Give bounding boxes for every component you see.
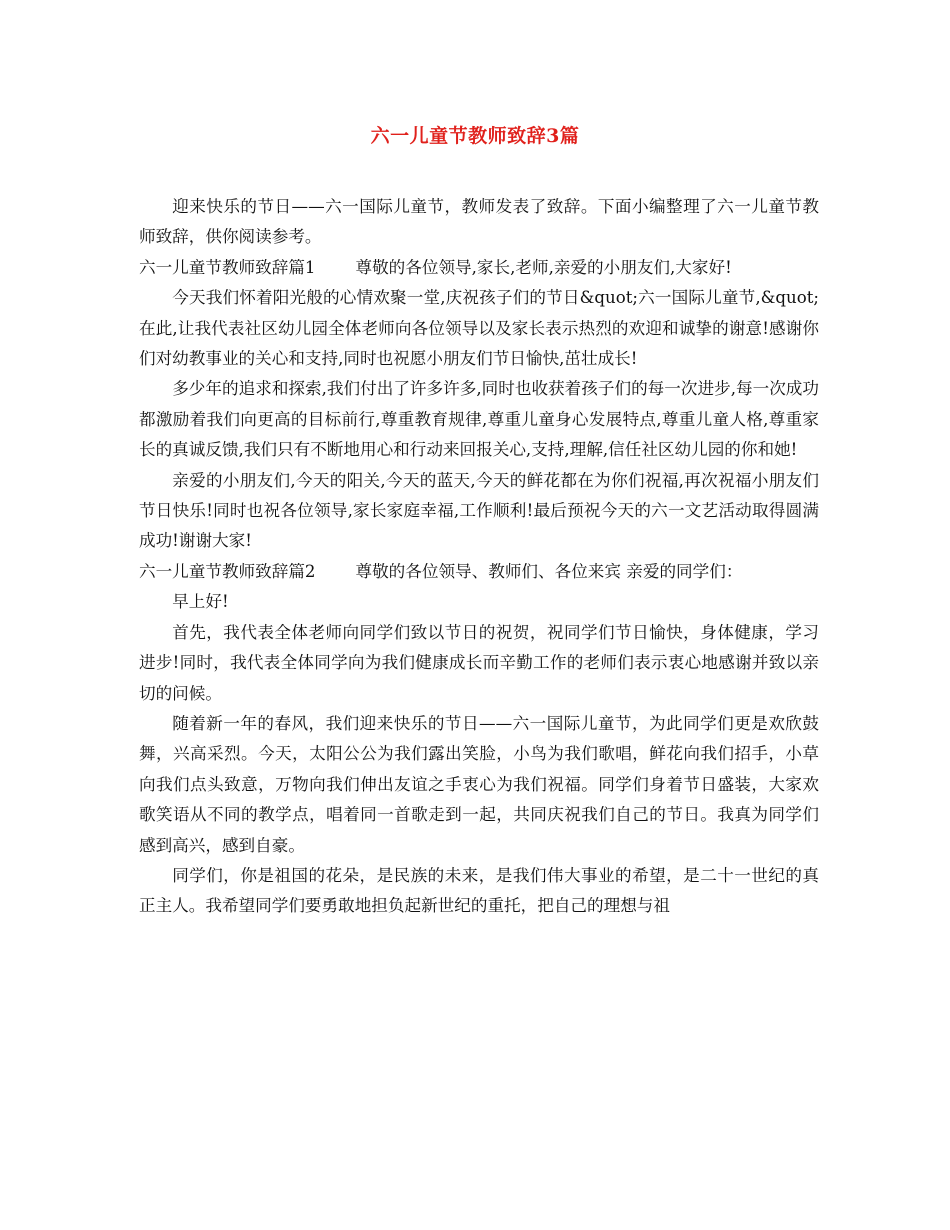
section-1-greeting: 尊敬的各位领导,家长,老师,亲爱的小朋友们,大家好! [355,257,732,277]
section-1-paragraph-1: 今天我们怀着阳光般的心情欢聚一堂,庆祝孩子们的节日&quot;六一国际儿童节,&quot;在此,让我代表社区幼儿园全体老师向各位领导以及家长表示热烈的欢迎和诚挚的谢意!感谢你们对幼教事业的关心和支持,同时也祝愿小朋友们节日愉快,茁壮成长! [139,288,819,369]
section-2-greeting: 尊敬的各位领导、教师们、各位来宾 亲爱的同学们： [355,561,743,581]
intro-paragraph: 迎来快乐的节日——六一国际儿童节，教师发表了致辞。下面小编整理了六一儿童节教师致辞，供你阅读参考。 [139,197,819,247]
section-1-line [139,253,819,283]
section-2-paragraph-3: 随着新一年的春风，我们迎来快乐的节日——六一国际儿童节，为此同学们更是欢欣鼓舞，兴高采烈。今天，太阳公公为我们露出笑脸，小鸟为我们歌唱，鲜花向我们招手，小草向我们点头致意，万物向我们伸出友谊之手衷心为我们祝福。同学们身着节日盛装，大家欢歌笑语从不同的教学点，唱着同一首歌走到一起，共同庆祝我们自己的节日。我真为同学们感到高兴，感到自豪。 [139,713,819,855]
section-2-line [139,557,819,587]
section-2-paragraph-1: 早上好! [172,592,229,612]
section-2-paragraph-2: 首先，我代表全体老师向同学们致以节日的祝贺，祝同学们节日愉快，身体健康，学习进步!同时，我代表全体同学向为我们健康成长而辛勤工作的老师们表示衷心地感谢并致以亲切的问候。 [139,622,819,703]
section-1-paragraph-2: 多少年的追求和探索,我们付出了许多许多,同时也收获着孩子们的每一次进步,每一次成功都激励着我们向更高的目标前行,尊重教育规律,尊重儿童身心发展特点,尊重儿童人格,尊重家长的真诚反馈,我们只有不断地用心和行动来回报关心,支持,理解,信任社区幼儿园的你和她! [139,379,819,460]
document-body [139,192,819,922]
section-2-paragraph-4: 同学们，你是祖国的花朵，是民族的未来，是我们伟大事业的希望，是二十一世纪的真正主人。我希望同学们要勇敢地担负起新世纪的重托，把自己的理想与祖 [139,865,819,916]
section-2-heading: 六一儿童节教师致辞篇2 [139,561,316,581]
section-1-paragraph-3: 亲爱的小朋友们,今天的阳关,今天的蓝天,今天的鲜花都在为你们祝福,再次祝福小朋友们节日快乐!同时也祝各位领导,家长家庭幸福,工作顺利!最后预祝今天的六一文艺活动取得圆满成功!谢谢大家! [139,470,819,551]
document-title: 六一儿童节教师致辞3篇 [370,125,580,147]
section-1-heading: 六一儿童节教师致辞篇1 [139,257,316,277]
